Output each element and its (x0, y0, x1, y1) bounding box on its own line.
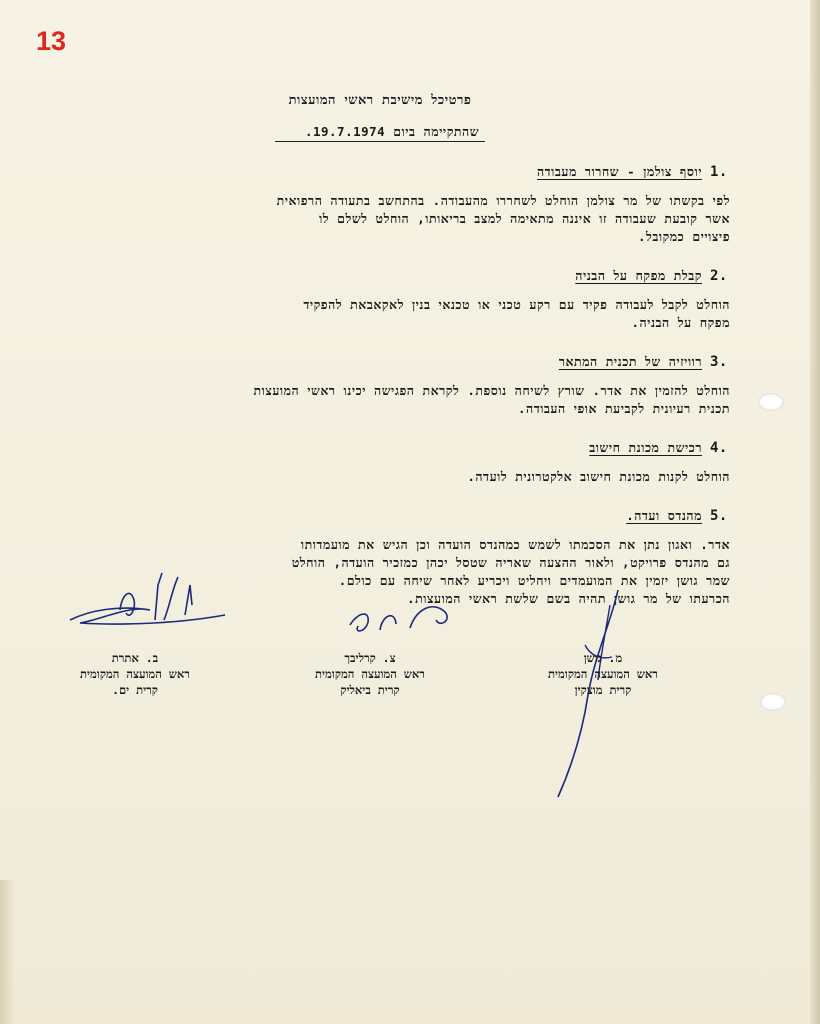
item-title: מהנדס ועדה. (626, 508, 702, 523)
item-title: רוויזיה של תכנית המתאר (558, 354, 702, 369)
signatory-role: ראש המועצה המקומית (80, 667, 190, 681)
item-body: הוחלט לקבל לעבודה פקיד עם רקע טכני או טכנאי בנין לאקאבאת להפקיד מפקח על הבניה. (303, 297, 730, 330)
signatory-name: מ. גושן (583, 651, 623, 665)
meeting-date: שהתקיימה ביום 19.7.1974. (275, 124, 485, 142)
item-body: הוחלט להזמין את אדר. שורץ לשיחה נוספת. לקראת הפגישה יכינו ראשי המועצות תכנית רעיונית לקביעת אופי העבודה. (253, 383, 730, 416)
item-title: רכישת מכונת חישוב (589, 440, 702, 455)
item-number: 2. (710, 268, 728, 284)
signatory-place: קרית מוצקין (574, 683, 632, 697)
signature-karlibach (340, 590, 470, 645)
signatory-name: צ. קרליבך (344, 651, 396, 665)
page-number: 13 (36, 26, 67, 56)
agenda-item-2 (70, 268, 730, 332)
item-title: יוסף צולמן - שחרור מעבודה (536, 164, 702, 179)
signatory-role: ראש המועצה המקומית (548, 667, 658, 681)
agenda-item-3 (70, 354, 730, 418)
signatory-place: קרית ביאליק (340, 683, 400, 697)
item-body: לפי בקשתו של מר צולמן הוחלט לשחררו מהעבודה. בהתחשב בתעודה הרפואית אשר קובעת שעבודה זו איננה מתאימה למצב בריאותו, הוחלט לשלם לו פיצויים כמקובל. (276, 193, 730, 244)
signatory-atrat (50, 650, 220, 698)
page-title: פרטיכל מישיבת ראשי המועצות (288, 93, 472, 108)
item-number: 1. (710, 164, 728, 180)
agenda-item-4 (70, 440, 730, 486)
punch-hole (758, 393, 784, 411)
item-body: אדר. ואגון נתן את הסכמתו לשמש כמהנדס הועדה וכן הגיש את מועמדותו גם מהנדס פרויקט, ולאור ההצעה שאריה שטסל יכהן כמזכיר הועדה, הוחלט שמר גושן יזמין את המועמדים ויחליט ויכריע לאחר שיחה עם כולם. הכרעתו של מר גושן תהיה בשם שלשת ראשי המועצות. (291, 537, 730, 606)
item-title: קבלת מפקח על הבניה (575, 268, 702, 283)
item-number: 5. (710, 508, 728, 524)
header (70, 92, 690, 142)
page-edge-right (810, 0, 820, 1024)
punch-hole (760, 693, 786, 711)
item-number: 3. (710, 354, 728, 370)
agenda-item-1 (70, 164, 730, 246)
signatory-place: קרית ים. (112, 683, 158, 697)
item-number: 4. (710, 440, 728, 456)
signature-atrat (60, 565, 240, 645)
signatory-goshen (518, 650, 688, 698)
protocol-text (70, 88, 730, 608)
item-body: הוחלט לקנות מכונת חישוב אלקטרונית לועדה. (467, 469, 730, 484)
signatory-name: ב. אתרת (111, 651, 159, 665)
signatory-karlibach (285, 650, 455, 698)
page-edge-left (0, 880, 14, 1024)
signatory-role: ראש המועצה המקומית (315, 667, 425, 681)
